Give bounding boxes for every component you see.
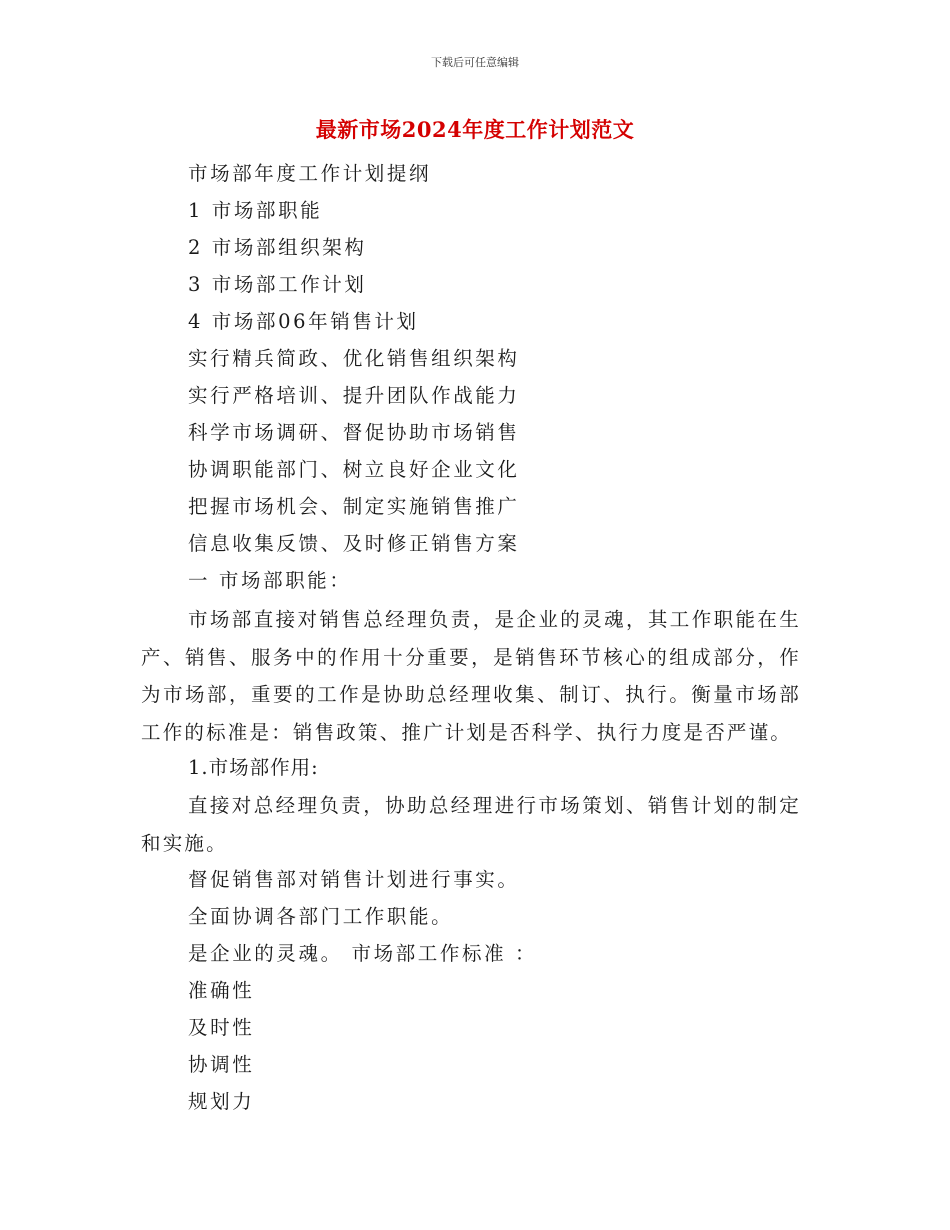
body-line: 是企业的灵魂。 市场部工作标准 ： [188, 942, 538, 965]
standard-item: 及时性 [188, 1016, 255, 1039]
section-heading: 一 市场部职能： [188, 569, 352, 592]
outline-point: 信息收集反馈、及时修正销售方案 [188, 532, 520, 555]
standard-item: 规划力 [188, 1090, 255, 1113]
outline-point: 科学市场调研、督促协助市场销售 [188, 421, 520, 444]
document-title: 最新市场2024年度工作计划范文 [315, 117, 635, 142]
body-line: 全面协调各部门工作职能。 [188, 905, 454, 928]
outline-point: 协调职能部门、树立良好企业文化 [188, 458, 520, 481]
outline-point: 把握市场机会、制定实施销售推广 [188, 495, 520, 518]
section-paragraph: 市场部直接对销售总经理负责，是企业的灵魂，其工作职能在生产、销售、服务中的作用十分重要，是销售环节核心的组成部分，作为市场部，重要的工作是协助总经理收集、制订、执行。衡量市场部工作的标准是：销售政策、推广计划是否科学、执行力度是否严谨。 [141, 608, 801, 744]
header-note: 下载后可任意编辑 [431, 56, 519, 69]
outline-heading: 市场部年度工作计划提纲 [188, 162, 432, 185]
outline-point: 实行精兵简政、优化销售组织架构 [188, 347, 520, 370]
sub-heading: 1.市场部作用: [188, 756, 319, 779]
outline-item: 4 市场部06年销售计划 [188, 310, 419, 333]
outline-item: 2 市场部组织架构 [188, 236, 367, 259]
outline-item: 3 市场部工作计划 [188, 273, 367, 296]
outline-item: 1 市场部职能 [188, 199, 323, 222]
body-line: 督促销售部对销售计划进行事实。 [188, 868, 520, 891]
standard-item: 协调性 [188, 1053, 255, 1076]
outline-point: 实行严格培训、提升团队作战能力 [188, 384, 520, 407]
role-paragraph: 直接对总经理负责，协助总经理进行市场策划、销售计划的制定和实施。 [141, 794, 801, 855]
standard-item: 准确性 [188, 979, 255, 1002]
